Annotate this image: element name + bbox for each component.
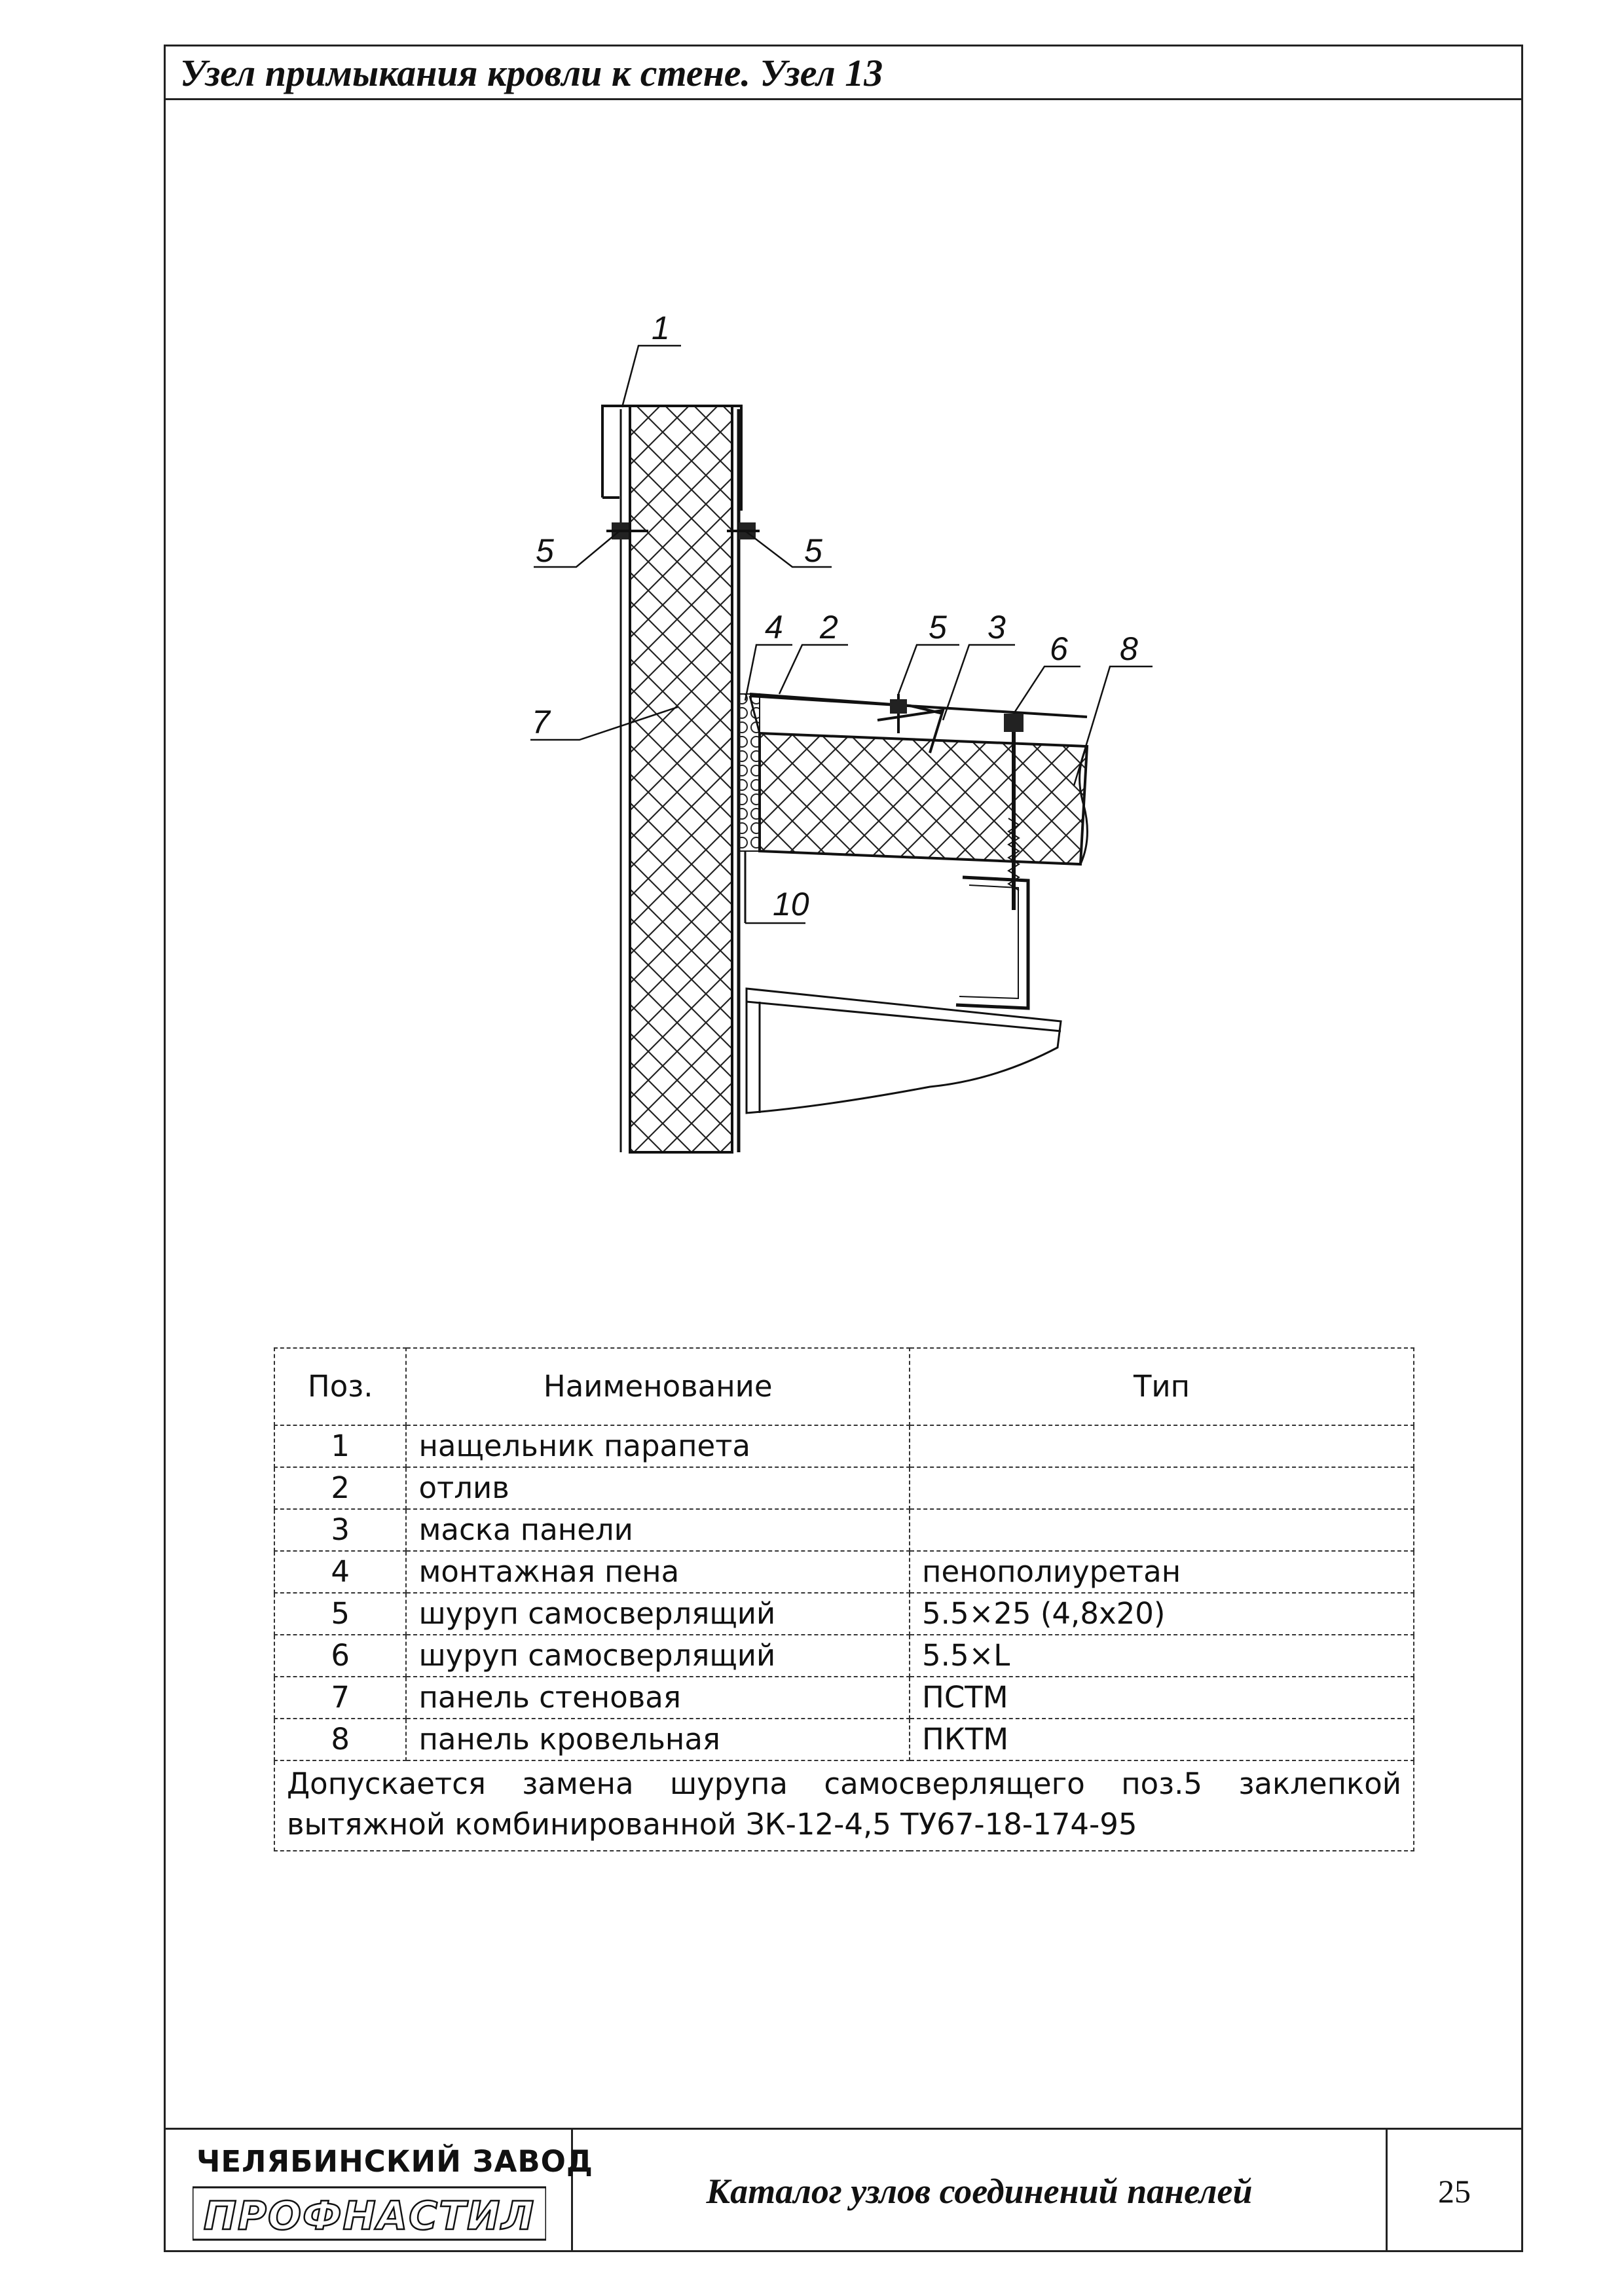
cell-pos: 1 [274, 1425, 406, 1467]
cell-type: пенополиуретан [910, 1551, 1414, 1593]
callout-1: 1 [652, 310, 670, 346]
cell-type: 5.5×25 (4,8х20) [910, 1593, 1414, 1635]
stamp-area [164, 45, 1523, 2252]
company-logo [193, 2185, 546, 2244]
cell-name: шуруп самосверлящий [406, 1593, 910, 1635]
note-line-1: Допускается замена шурупа самосверлящего поз.5 заклепкой [287, 1766, 1401, 1801]
callout-5-left: 5 [536, 532, 554, 569]
callout-10: 10 [773, 886, 809, 922]
catalog-title: Каталог узлов соединений панелей [706, 2171, 1253, 2211]
cell-pos: 4 [274, 1551, 406, 1593]
cell-pos: 7 [274, 1677, 406, 1719]
cell-type: ПСТМ [910, 1677, 1414, 1719]
callout-2: 2 [820, 609, 838, 646]
cell-type: ПКТМ [910, 1719, 1414, 1760]
callout-7: 7 [532, 704, 550, 740]
title-block [164, 2128, 1523, 2252]
cell-pos: 8 [274, 1719, 406, 1760]
callout-5-roof: 5 [929, 609, 947, 646]
header-pos: Поз. [274, 1348, 406, 1425]
callout-3: 3 [987, 609, 1006, 646]
cell-name: панель стеновая [406, 1677, 910, 1719]
header-name: Наименование [406, 1348, 910, 1425]
header-type: Тип [910, 1348, 1414, 1425]
callout-8: 8 [1120, 630, 1138, 667]
cell-pos: 6 [274, 1635, 406, 1677]
cell-type: 5.5×L [910, 1635, 1414, 1677]
callout-4: 4 [765, 609, 783, 646]
logo-text: ПРОФНАСТИЛ [203, 2193, 536, 2239]
page-number: 25 [1438, 2172, 1471, 2210]
cell-name: шуруп самосверлящий [406, 1635, 910, 1677]
callout-6: 6 [1050, 630, 1068, 667]
cell-pos: 2 [274, 1467, 406, 1509]
callout-5-right: 5 [804, 532, 822, 569]
cell-name: отлив [406, 1467, 910, 1509]
note-line-2: вытяжной комбинированной ЗК-12-4,5 ТУ67-18-174-95 [287, 1807, 1137, 1842]
cell-name: нащельник парапета [406, 1425, 910, 1467]
cell-pos: 5 [274, 1593, 406, 1635]
page-title: Узел примыкания кровли к стене. Узел 13 [180, 52, 883, 94]
cell-name: маска панели [406, 1509, 910, 1551]
cell-name: панель кровельная [406, 1719, 910, 1760]
company-name: ЧЕЛЯБИНСКИЙ ЗАВОД [196, 2144, 593, 2179]
cell-name: монтажная пена [406, 1551, 910, 1593]
cell-pos: 3 [274, 1509, 406, 1551]
